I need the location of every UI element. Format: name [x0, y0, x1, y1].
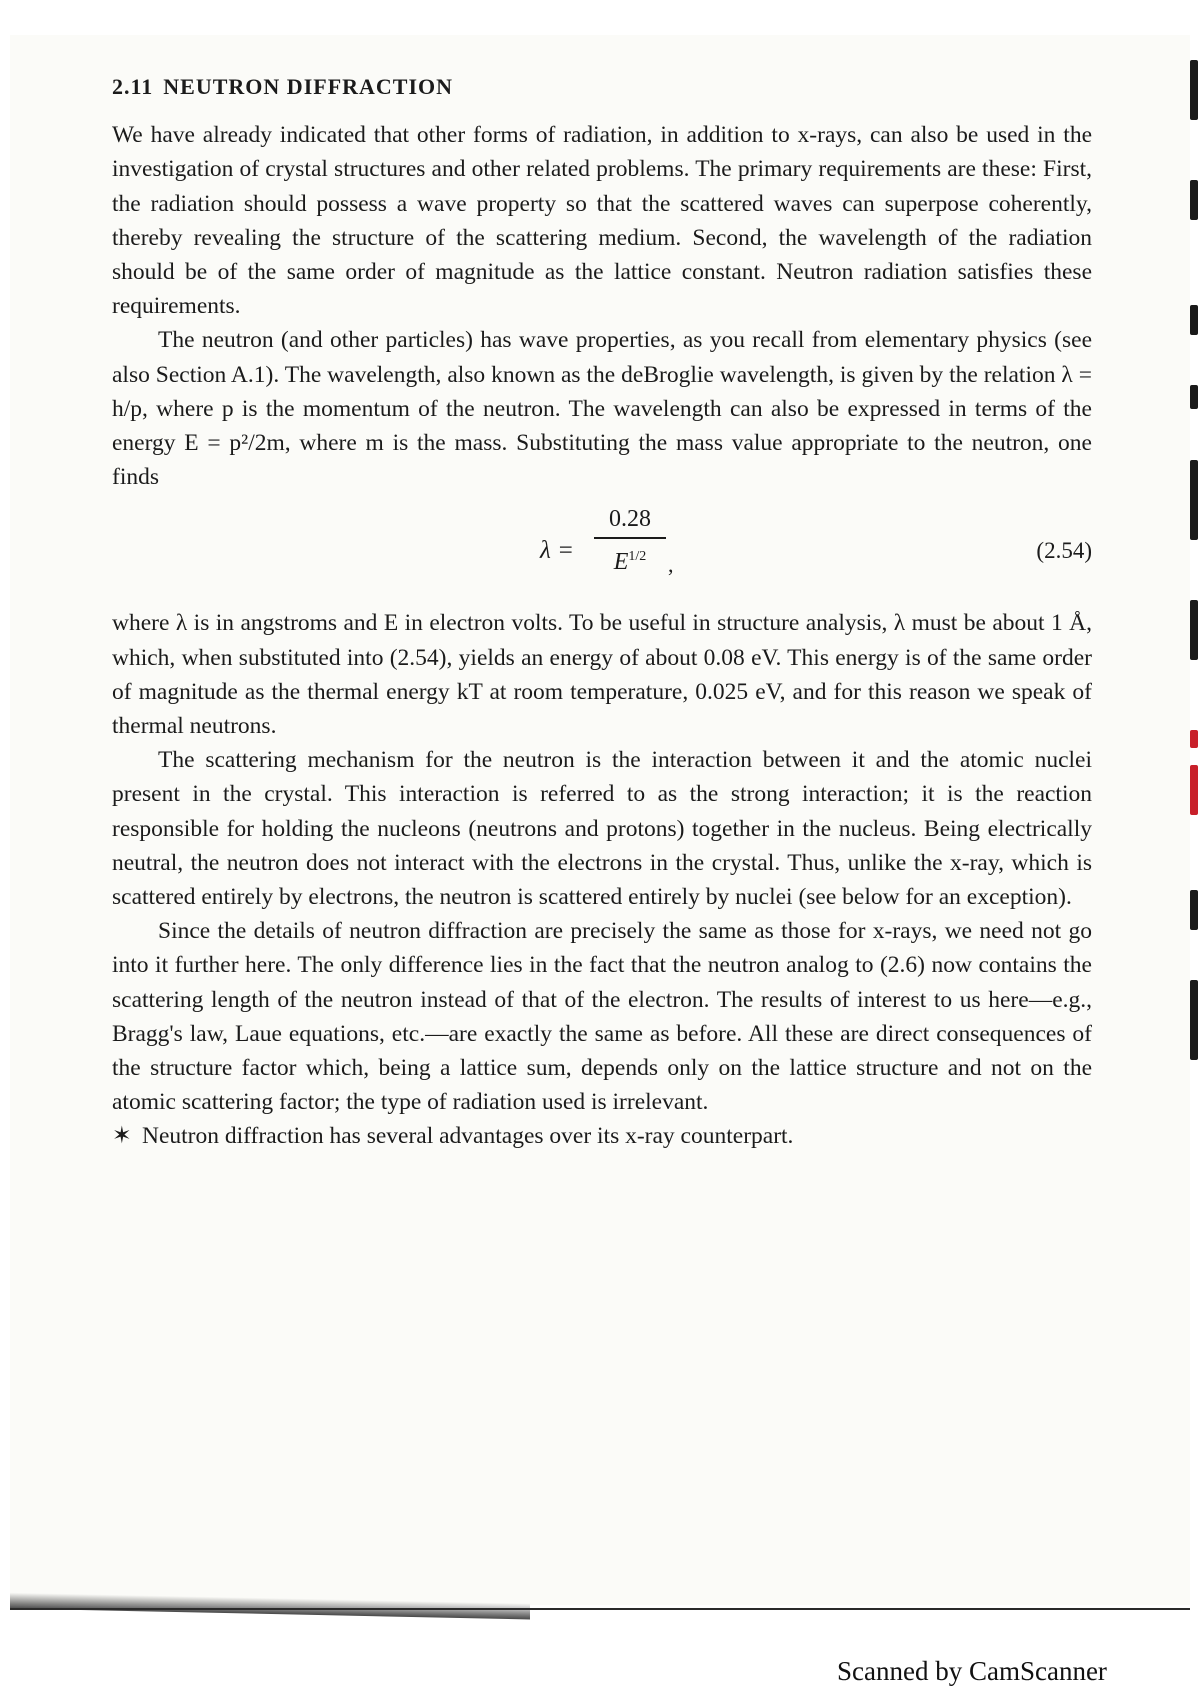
document-body	[112, 70, 1092, 1154]
equation-numerator: 0.28	[609, 506, 651, 533]
equation-number: (2.54)	[1036, 538, 1092, 564]
paragraph-2: The neutron (and other particles) has wave properties, as you recall from elementary physics (see also Section A.1). The wavelength, also known as the deBroglie wavelength, is given by the relation λ = h/p, where p is the momentum of the neutron. The wavelength can also be expressed in terms of the energy E = p²/2m, where m is the mass. Substituting the mass value appropriate to the neutron, one finds	[112, 327, 1092, 491]
scanner-watermark: Scanned by CamScanner	[837, 1656, 1107, 1686]
equation-2-54	[112, 504, 1092, 600]
equation-exponent: 1/2	[628, 549, 647, 565]
star-marker: ✶	[112, 1123, 132, 1150]
last-line-text: Neutron diffraction has several advantages over its x-ray counterpart.	[142, 1123, 794, 1150]
fraction-bar	[594, 537, 666, 539]
last-line	[112, 1119, 1092, 1153]
section-number: 2.11	[112, 74, 154, 99]
section-title: NEUTRON DIFFRACTION	[163, 74, 454, 99]
paragraph-3: where λ is in angstroms and E in electron volts. To be useful in structure analysis, λ must be about 1 Å, which, when substituted into (2.54), yields an energy of about 0.08 eV. This energy is of the same order of magnitude as the thermal energy kT at room temperature, 0.025 eV, and for this reason we speak of thermal neutrons.	[112, 610, 1092, 740]
equation-comma: ,	[668, 552, 674, 578]
equation-lhs: λ =	[540, 537, 574, 565]
paragraph-4: The scattering mechanism for the neutron is the interaction between it and the atomic nuclei present in the crystal. This interaction is referred to as the strong interaction; it is the reaction responsible for holding the nucleons (neutrons and protons) together in the nucleus. Being electrically neutral, the neutron does not interact with the electrons in the crystal. Thus, unlike the x-ray, which is scattered entirely by electrons, the neutron is scattered entirely by nuclei (see below for an exception).	[112, 747, 1092, 911]
section-heading	[112, 70, 1092, 104]
equation-fraction	[594, 504, 666, 576]
paragraph-1: We have already indicated that other forms of radiation, in addition to x-rays, can also be used in the investigation of crystal structures and other related problems. The primary requirements are these: First, the radiation should possess a wave property so that the scattered waves can superpose coherently, thereby revealing the structure of the scattering medium. Second, the wavelength of the radiation should be of the same order of magnitude as the lattice constant. Neutron radiation satisfies these requirements.	[112, 122, 1092, 320]
paragraph-5: Since the details of neutron diffraction are precisely the same as those for x-rays, we need not go into it further here. The only difference lies in the fact that the neutron analog to (2.6) now contains the scattering length of the neutron instead of that of the electron. The results of interest to us here—e.g., Bragg's law, Laue equations, etc.—are exactly the same as before. All these are direct consequences of the structure factor which, being a lattice sum, depends only on the lattice structure and not on the atomic scattering factor; the type of radiation used is irrelevant.	[112, 918, 1092, 1116]
equation-denominator: $E^{1/2}$	[613, 549, 647, 576]
page-bottom-edge	[10, 1608, 1190, 1610]
page-edge-marks	[1186, 30, 1200, 1610]
